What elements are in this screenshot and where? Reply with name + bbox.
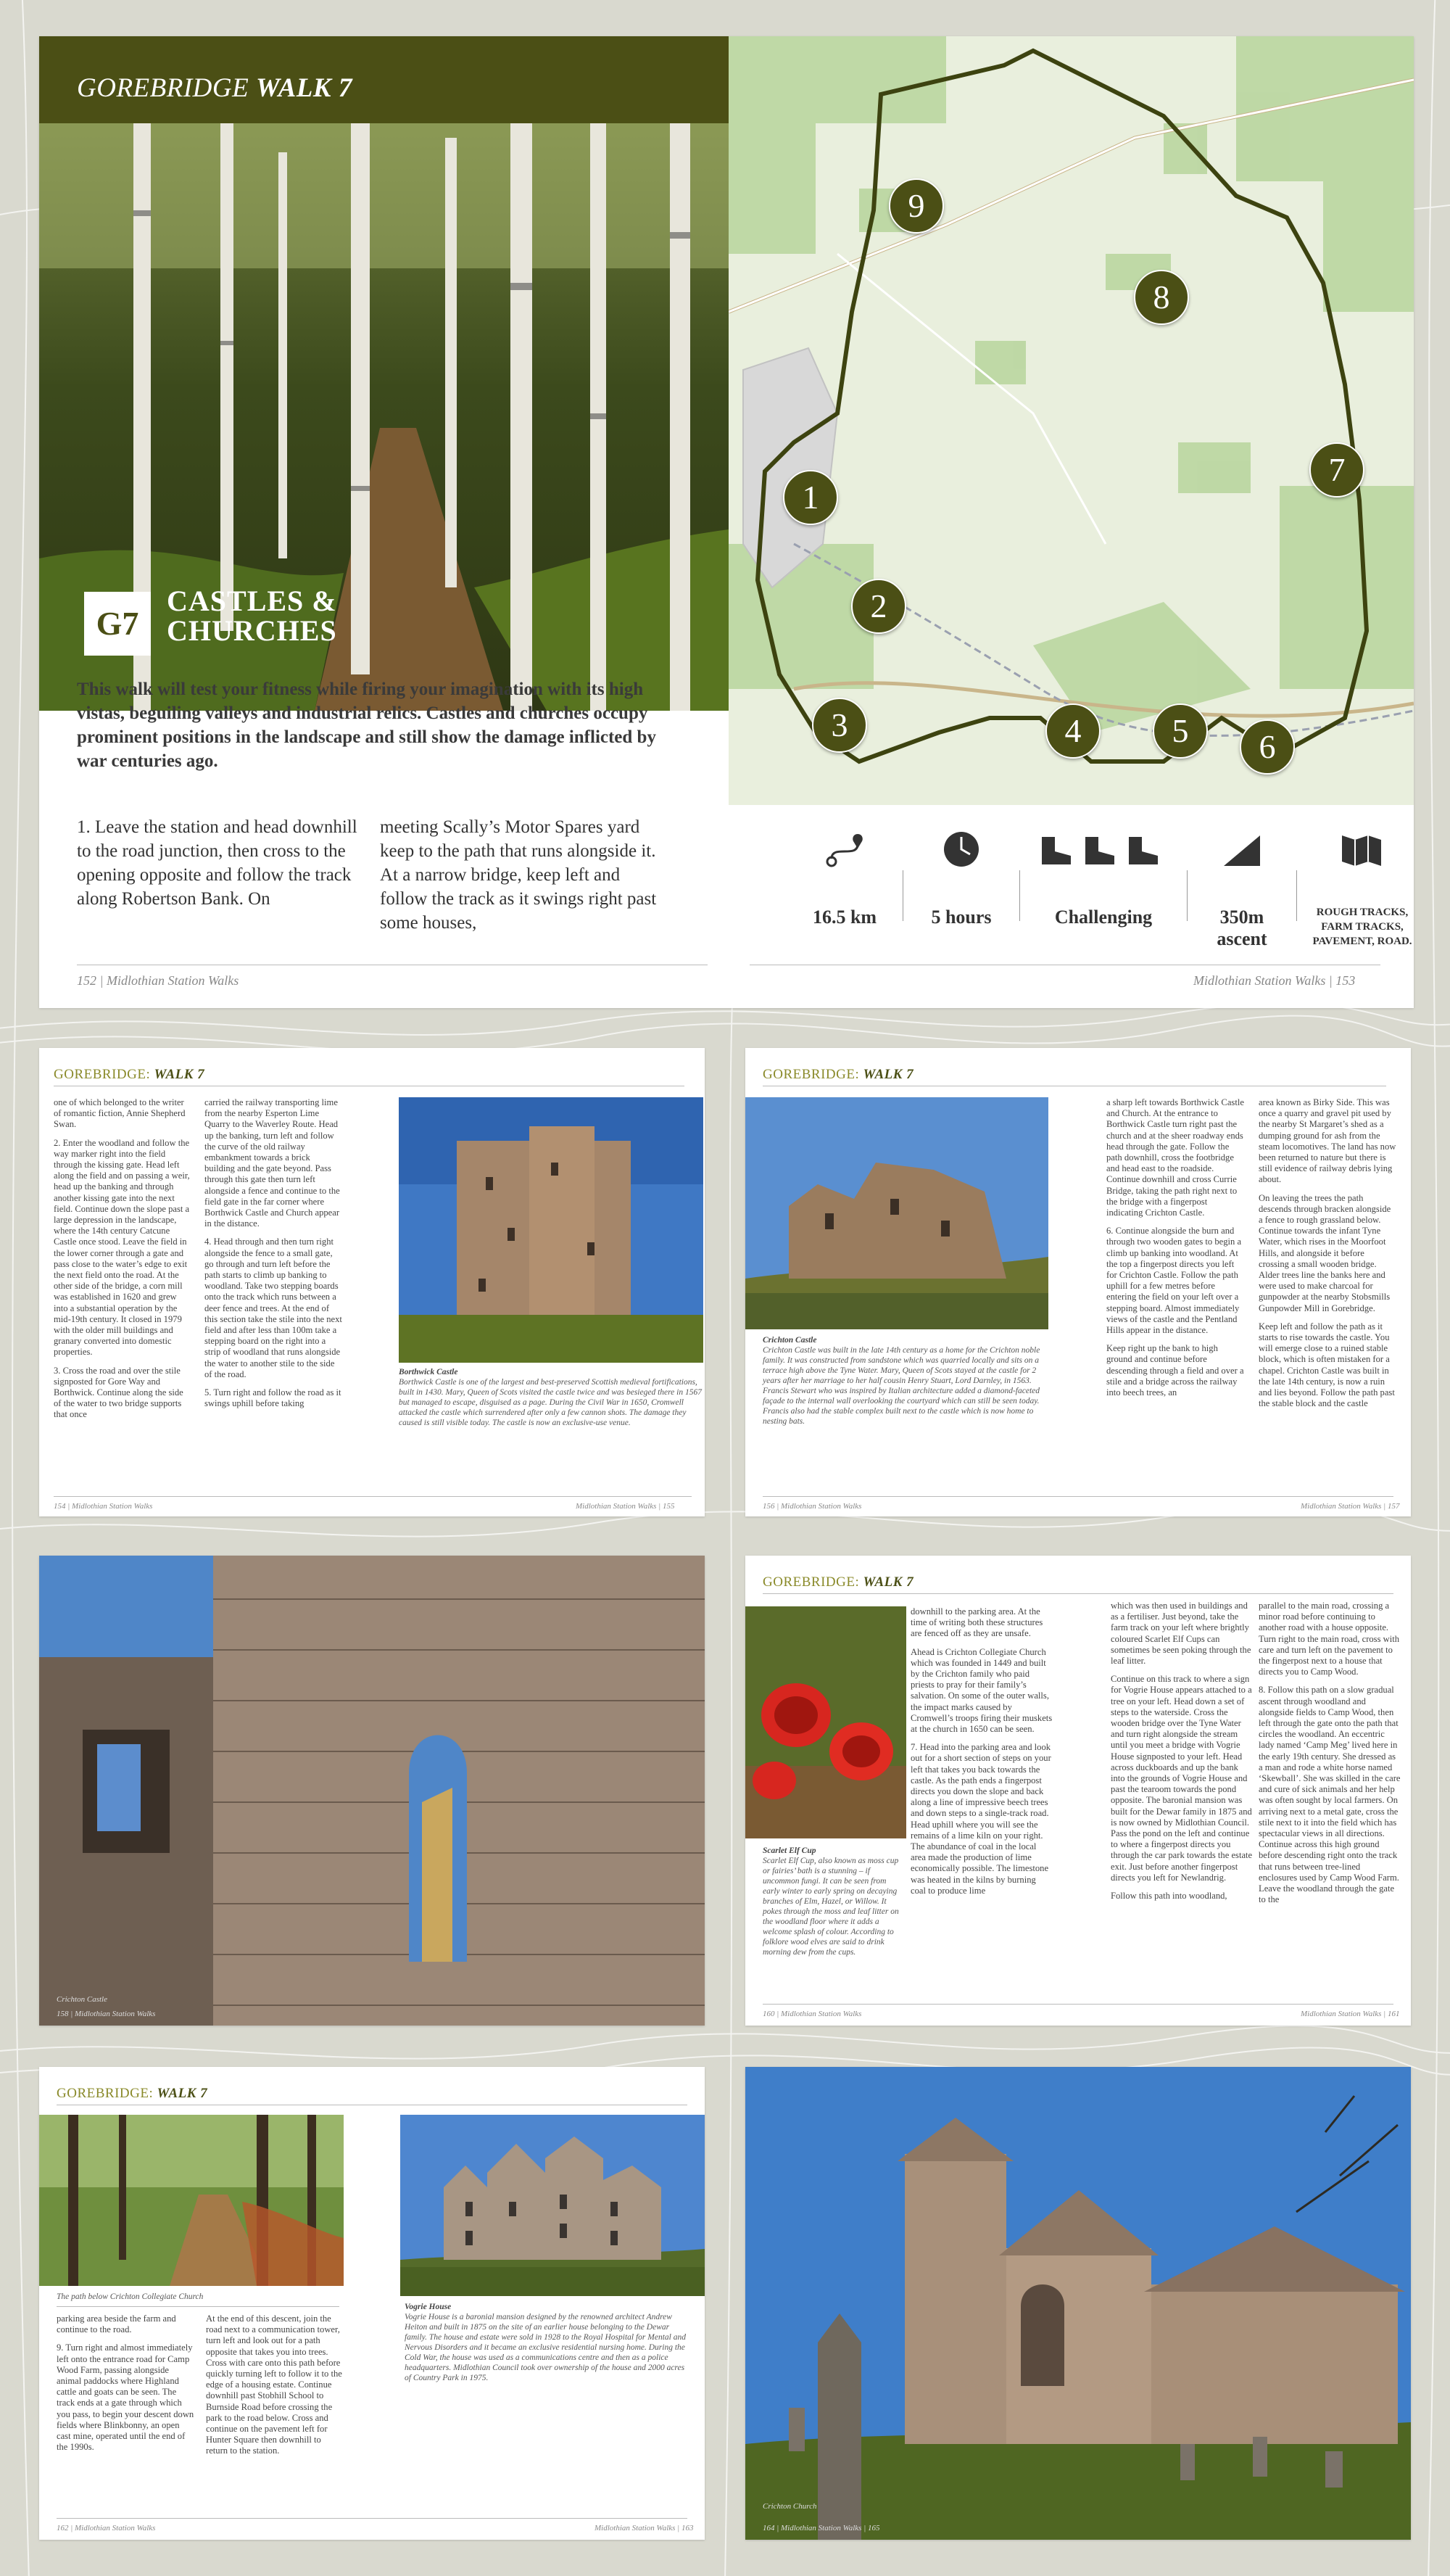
walk-code-badge: G7 [84,592,151,656]
para: downhill to the parking area. At the time of writing both these structures are fenced off as they are unsafe. [911,1606,1043,1639]
borthwick-caption [399,1367,702,1428]
terrain-value [1297,905,1414,949]
route-map [729,36,1414,805]
walk-title-band [39,36,729,123]
para: a sharp left towards Borthwick Castle and Church. At the entrance to Borthwick Castle turn right past the church and at the sheer roadway ends head through the gate. Follow the path downhill, cross the footbridge and head east to the roadside. Continue downhill and cross Currie Bridge, taking the path right next to the bridge with a fingerpost indicating Crichton Castle. [1106,1097,1244,1218]
slope-icon [1188,830,1296,869]
walk-name-line2: CHURCHES [167,614,337,647]
folio-160: 160 | Midlothian Station Walks [763,2010,862,2018]
series-walk: WALK 7 [255,73,352,103]
para: 2. Enter the woodland and follow the way marker right into the field through the kissing gate. Head left along the field and on passing a weir, head up the banking and through another kissing gate into the next field. Continue down the slope past a large depression in the landscape, where the 14th century Catcune Castle once stood. Leave the field in the lower corner through a gate and pass close to the water’s edge to exit the next field onto the road. At the other side of the bridge, a corn mill was established in 1620 and grew into a substantial operation by the mid-19th century. It closed in 1979 with the older mill buildings and granary converted into domestic properties. [54,1137,190,1358]
folio-154: 154 | Midlothian Station Walks [54,1502,153,1511]
route-icon [787,830,903,869]
footer-rule [763,2004,1393,2005]
map-pin-5[interactable]: 5 [1153,703,1208,759]
difficulty-value: Challenging [1054,907,1153,928]
map-pin-2[interactable]: 2 [851,579,906,634]
caption-text: Vogrie House is a baronial mansion designed by the renowned architect Andrew Heiton and built in 1875 on the site of an earlier house belonging to the Dewar family. The house and estate were sold in 1928 to the Royal Hospital for Mental and Nervous Disorders and it became an exclusive residential nursing home. During the Cold War, the house was used as a communications centre and then as a police headquarters. Midlothian Council took over ownership of the house and 2000 acres of Country Park in 1975. [405,2313,686,2382]
caption-title: Scarlet Elf Cup [763,1846,816,1855]
running-head [57,2086,207,2102]
para: Keep right up the bank to high ground and continue before descending through a field and over a stile and a bridge across the railway into beech trees, an [1106,1343,1244,1398]
ascent-label: ascent [1217,928,1267,949]
footer-rule [54,1496,692,1497]
caption-title: Borthwick Castle [399,1368,458,1376]
caption-rule [57,2306,339,2307]
text-col-i [206,2313,344,2464]
folio-163: Midlothian Station Walks | 163 [594,2524,694,2532]
para: parking area beside the farm and continue to the road. [57,2313,176,2335]
spread-2-left [39,1048,705,1516]
rh-walk: WALK 7 [863,1067,914,1082]
folio-156: 156 | Midlothian Station Walks [763,1502,862,1511]
walk-name [167,586,337,645]
para: one of which belonged to the writer of romantic fiction, Annie Shepherd Swan. [54,1097,186,1130]
map-pin-9[interactable]: 9 [889,178,944,234]
time-value: 5 hours [931,907,992,928]
terrain-line1: ROUGH TRACKS, [1316,907,1409,918]
clock-icon [903,830,1019,869]
para: carried the railway transporting lime from the nearby Esperton Lime Quarry to the Waverley Route. Head up the banking, turn left and follow the curve of the old railway embankment towards a brick building and the gate beyond. Pass through this gate then turn left alongside a fence and continue to the field gate in the far corner where Borthwick Castle and Church appear in the distance. [204,1097,340,1229]
scarlet-elf-cup-photo [745,1606,906,1838]
rh-series: GOREBRIDGE: [54,1067,151,1082]
text-col-d [1259,1097,1396,1416]
caption-text: Crichton Castle was built in the late 14th century as a home for the Crichton noble family. It was constructed from sandstone which was quarried locally and sits on a terrace high above the Tyne Water. Mary, Queen of Scots stayed at the castle for 2 years after her marriage to her half cousin Henry Stuart, Lord Darnley, in 1563. Francis Stewart who was inspired by Italian architecture added a diamond-faceted façade to the internal wall overlooking the courtyard which can still be seen today. Francis also had the stable complex built next to the castle which is now home to nesting bats. [763,1346,1040,1426]
ascent-amount: 350m [1219,907,1264,928]
footer-rule [763,1496,1393,1497]
spread-4-left [39,2067,705,2540]
crichton-window-photo [39,1556,705,2026]
folio-157: Midlothian Station Walks | 157 [1301,1502,1400,1511]
crichton-caption [763,1335,1047,1427]
header-rule [763,1593,1393,1594]
para: Continue on this track to where a sign for Vogrie House appears attached to a tree on your left. Head down a set of steps to the waterside. Cross the wooden bridge over the Tyne Water and turn right alongside the stream until you meet a bridge with Vogrie House signposted to your left. Head across duckboards and up the bank into the grounds of Vogrie House and past the tearoom towards the pond opposite. The baronial mansion was built for the Dewar family in 1875 and is now owned by Midlothian Council. Pass the pond on the left and continue to where a fingerpost directs you through the car park towards the estate exit. Just before another fingerpost directs you left for Newlandrig. [1111,1674,1253,1883]
para: area known as Birky Side. This was once a quarry and gravel pit used by the nearby St Margaret’s shed as a dumping ground for ash from the steam locomotives. The land has now been returned to nature but there is still evidence of railway debris lying about. [1259,1097,1396,1185]
map-pin-7[interactable]: 7 [1309,442,1364,498]
para: On leaving the trees the path descends through bracken alongside a fence to rough grassland below. Continue towards the infant Tyne Water, which rises in the Moorfoot Hills, and alongside it before crossing a small wooden bridge. Alder trees line the banks here and were used to make charcoal for gunpowder at the nearby Stobsmills Gunpowder Mill in Gorebridge. [1259,1192,1391,1313]
elf-cup-caption [763,1846,905,1957]
map-pin-8[interactable]: 8 [1134,270,1189,325]
caption-text: Borthwick Castle is one of the largest and best-preserved Scottish medieval fortifications, built in 1430. Mary, Queen of Scots visited the castle twice and was besieged there in 1567 but managed to escape, disguised as a page. During the Civil War in 1650, Cromwell attacked the castle which surrendered after only a few cannon shots. The damage they caused is still visible today. The castle is now an exclusive-use venue. [399,1378,702,1427]
text-col-a [54,1097,191,1428]
caption-title: Crichton Castle [763,1336,817,1345]
series-name: GOREBRIDGE [77,73,249,103]
folio-155: Midlothian Station Walks | 155 [576,1502,675,1511]
rh-series: GOREBRIDGE: [763,1067,860,1082]
running-head [54,1067,204,1083]
stat-terrain [1297,820,1414,965]
map-pin-3[interactable]: 3 [812,698,867,753]
para: which was then used in buildings and as a fertiliser. Just beyond, take the farm track on your left where brightly coloured Scarlet Elf Cups can sometimes be seen poking through the leaf litter. [1111,1601,1251,1667]
terrain-line3: PAVEMENT, ROAD. [1312,936,1412,947]
spread-2-right [745,1048,1411,1516]
map-pin-6[interactable]: 6 [1240,719,1295,775]
rh-walk: WALK 7 [157,2086,208,2101]
ascent-value [1188,907,1296,950]
folio-162: 162 | Midlothian Station Walks [57,2524,156,2532]
para: 5. Turn right and follow the road as it swings uphill before taking [204,1387,341,1409]
borthwick-castle-photo [399,1097,703,1363]
crichton-church-photo [745,2067,1411,2540]
walk-intro: This walk will test your fitness while firing your imagination with its high vistas, beguiling valleys and industrial relics. Castles and churches occupy prominent positions in the landscape and still show the damage inflicted by war centuries ago. [77,680,656,771]
folio-153: Midlothian Station Walks | 153 [1193,973,1356,988]
distance-value: 16.5 km [812,907,877,928]
spread-1 [39,36,1414,1008]
map-icon [1297,830,1414,869]
caption-text: Scarlet Elf Cup, also known as moss cup or fairies’ bath is a stunning – if uncommon fungi. It can be seen from early winter to early spring on decaying branches of Elm, Hazel, or Willow. It pokes through the moss and leaf litter on the woodland floor where it adds a welcome splash of colour. According to folklore wood elves are said to drink morning dew from the cups. [763,1857,899,1957]
para: 9. Turn right and almost immediately left onto the entrance road for Camp Wood Farm, passing alongside animal paddocks where Highland cattle and goats can be seen. The track ends at a gate through which you pass, to begin your descent down fields where Blinkbonny, an open cast mine, operated until the end of the 1990s. [57,2342,194,2453]
stat-distance [787,820,903,965]
para: Ahead is Crichton Collegiate Church which was founded in 1449 and built by the Crichton family who paid priests to pray for their family’s salvation. On some of the outer walls, the impact marks caused by Cromwell’s troops firing their muskets at the church in 1650 can be seen. [911,1646,1053,1735]
para: Keep left and follow the path as it starts to rise towards the castle. You will emerge close to a ruined stable block, which is often mistaken for a chapel. Crichton Castle was built in the late 14th century, is now a ruin and lies beyond. Follow the path past the stable block and the castle [1259,1321,1395,1409]
spread-3-right [745,1556,1411,2026]
stat-time [903,820,1019,965]
crichton-castle-photo [745,1097,1048,1329]
rh-series: GOREBRIDGE: [763,1574,860,1590]
text-col-g [1259,1601,1401,1912]
vogrie-caption [405,2302,689,2383]
text-col-b [204,1097,342,1416]
map-pin-4[interactable]: 4 [1045,703,1101,759]
directions-col-2: meeting Scally’s Motor Spares yard keep to the path that runs alongside it. At a narrow bridge, keep left and follow the track as it swings right past some houses, [380,817,657,933]
terrain-line2: FARM TRACKS, [1321,921,1404,933]
text-col-h [57,2313,194,2460]
footer-rule [57,2518,687,2519]
rh-series: GOREBRIDGE: [57,2086,154,2101]
folio-161: Midlothian Station Walks | 161 [1301,2010,1400,2018]
rh-walk: WALK 7 [154,1067,205,1082]
walk-series-title [77,73,352,104]
church-path-photo [39,2115,344,2286]
folio-152: 152 | Midlothian Station Walks [77,973,239,988]
photo-caption: Crichton Castle [57,1995,107,2004]
para: 8. Follow this path on a slow gradual ascent through woodland and alongside fields to Camp Wood, then left through the gate onto the path that circles the woodland. An eccentric lady named ‘Camp Meg’ lived here in the early 19th century. She dressed as a man and rode a white horse named ‘Skewball’. She was skilled in the care and cure of sick animals and her help was often sought by local farmers. On arriving next to a metal gate, cross the stile next to it into the field which has spectacular views in all directions. Continue across this high ground before descending right onto the track that runs between tree-lined enclosures used by Camp Wood Farm. Leave the woodland through the gate to the [1259,1685,1401,1905]
rh-walk: WALK 7 [863,1574,914,1590]
church-photo-caption: Crichton Church [763,2502,817,2511]
text-col-c [1106,1097,1244,1405]
folio-164-165: 164 | Midlothian Station Walks | 165 [763,2524,880,2532]
para: 6. Continue alongside the burn and through two wooden gates to begin a climb up banking into woodland. At the top a fingerpost directs you left for Crichton Castle. Follow the path uphill for a few metres before entering the field on your left over a stepping board. Almost immediately views of the castle and the Pentland Hills appear in the distance. [1106,1226,1242,1336]
text-col-e [911,1606,1053,1904]
spread-4-right [745,2067,1411,2540]
walk-name-line1: CASTLES & [167,585,337,617]
running-head [763,1574,914,1590]
vogrie-house-photo [400,2115,705,2296]
para: 4. Head through and then turn right alongside the fence to a small gate, go through and turn left before the path starts to climb up banking to woodland. Take two stepping boards onto the track which runs between a deer fence and trees. At the end of this section take the stile into the next field and after less than 100m take a stepping board on the right into a strip of woodland that runs alongside the water to another stile to the side of the road. [204,1237,342,1379]
stat-difficulty [1020,820,1187,965]
para: 7. Head into the parking area and look out for a short section of steps on your left that takes you back towards the castle. As the path ends a fingerpost directs you down the slope and back along a line of impressive beech trees and down steps to a single-track road. Head uphill where you will see the remains of a lime kiln on your right. The abundance of coal in the local area made the production of lime economically possible. The limestone was heated in the kilns by burning coal to produce lime [911,1742,1051,1896]
folio-158: 158 | Midlothian Station Walks [57,2010,156,2018]
stat-ascent [1188,820,1296,965]
boots-icon [1020,830,1187,869]
text-col-f [1111,1601,1253,1909]
para: parallel to the main road, crossing a minor road before continuing to another road with a house opposite. Turn right to the main road, cross with care and turn left on the pavement to the fingerpost next to a house that directs you to Camp Wood. [1259,1601,1400,1677]
caption-title: Vogrie House [405,2303,452,2311]
para: 3. Cross the road and over the stile signposted for Gore Way and Borthwick. Continue along the side of the water to two bridge supports that once [54,1365,183,1420]
spread-3-left [39,1556,705,2026]
map-pin-1[interactable]: 1 [783,470,838,525]
directions-col-1: 1. Leave the station and head downhill to the road junction, then cross to the opening opposite and follow the track along Robertson Bank. On [77,817,357,909]
church-path-caption: The path below Crichton Collegiate Church [57,2292,204,2301]
para: At the end of this descent, join the road next to a communication tower, turn left and look out for a path opposite that takes you into trees. Cross with care onto this path before quickly turning left to follow it to the edge of a housing estate. Continue downhill past Stobhill School to Burnside Road before crossing the park to the road below. Cross and continue on the pavement left for Hunter Square then downhill to return to the station. [206,2313,342,2456]
para: Follow this path into woodland, [1111,1891,1227,1902]
running-head [763,1067,914,1083]
